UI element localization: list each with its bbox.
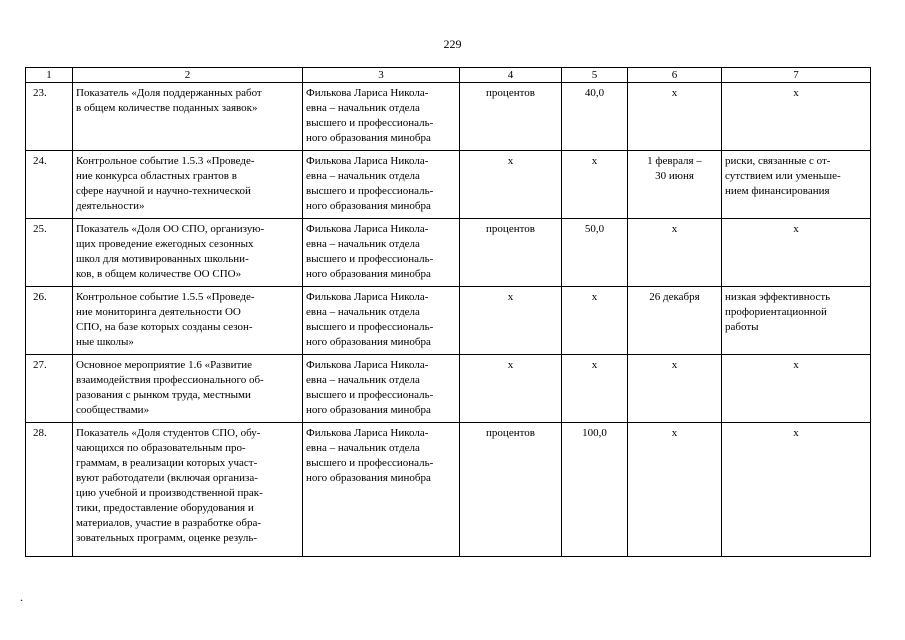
table-row <box>26 219 871 287</box>
row-value: 40,0 <box>562 83 628 151</box>
row-date: 1 февраля – 30 июня <box>628 151 722 219</box>
row-responsible: Филькова Лариса Никола- евна – начальник отдела высшего и профессиональ- ного образования минобра <box>303 151 460 219</box>
column-header: 6 <box>628 68 722 83</box>
row-responsible: Филькова Лариса Никола- евна – начальник отдела высшего и профессиональ- ного образования минобра <box>303 423 460 557</box>
column-header: 3 <box>303 68 460 83</box>
row-unit: процентов <box>460 83 562 151</box>
row-risks: х <box>722 219 871 287</box>
row-name: Показатель «Доля ОО СПО, организую- щих проведение ежегодных сезонных школ для мотивированных школьни- ков, в общем количестве ОО СПО» <box>73 219 303 287</box>
column-header: 1 <box>26 68 73 83</box>
row-risks: низкая эффективность профориентационной работы <box>722 287 871 355</box>
row-unit: х <box>460 151 562 219</box>
table-row <box>26 287 871 355</box>
page-number: 229 <box>443 37 462 51</box>
row-name: Основное мероприятие 1.6 «Развитие взаимодействия профессионального об- разования с рынком труда, местными сообществами» <box>73 355 303 423</box>
row-unit: процентов <box>460 423 562 557</box>
table-row <box>26 423 871 557</box>
table-row <box>26 151 871 219</box>
table-row <box>26 83 871 151</box>
table-row <box>26 355 871 423</box>
row-value: х <box>562 287 628 355</box>
row-date: х <box>628 83 722 151</box>
row-date: х <box>628 423 722 557</box>
column-header: 7 <box>722 68 871 83</box>
column-header: 5 <box>562 68 628 83</box>
column-number-row <box>26 68 871 83</box>
row-number: 28. <box>26 423 73 557</box>
row-name: Показатель «Доля студентов СПО, обу- чающихся по образовательным про- граммам, в реализации которых участ- вуют работодатели (включая организа- цию учебной и производственной прак- тики, предоставление оборудования и материалов, участие в разработке обра- зовательных программ, оценке резуль- <box>73 423 303 557</box>
row-risks: риски, связанные с от- сутствием или уменьше- нием финансирования <box>722 151 871 219</box>
row-value: х <box>562 355 628 423</box>
row-number: 26. <box>26 287 73 355</box>
plan-table <box>25 67 871 557</box>
row-number: 27. <box>26 355 73 423</box>
row-responsible: Филькова Лариса Никола- евна – начальник отдела высшего и профессиональ- ного образования минобра <box>303 219 460 287</box>
row-date: 26 декабря <box>628 287 722 355</box>
row-value: 100,0 <box>562 423 628 557</box>
row-responsible: Филькова Лариса Никола- евна – начальник отдела высшего и профессиональ- ного образования минобра <box>303 83 460 151</box>
row-number: 23. <box>26 83 73 151</box>
row-name: Контрольное событие 1.5.5 «Проведе- ние мониторинга деятельности ОО СПО, на базе которых созданы сезон- ные школы» <box>73 287 303 355</box>
row-risks: х <box>722 423 871 557</box>
column-header: 4 <box>460 68 562 83</box>
row-name: Контрольное событие 1.5.3 «Проведе- ние конкурса областных грантов в сфере научной и научно-технической деятельности» <box>73 151 303 219</box>
footer-dot: . <box>20 590 23 604</box>
row-date: х <box>628 219 722 287</box>
row-responsible: Филькова Лариса Никола- евна – начальник отдела высшего и профессиональ- ного образования минобра <box>303 287 460 355</box>
row-risks: х <box>722 355 871 423</box>
row-value: х <box>562 151 628 219</box>
row-risks: х <box>722 83 871 151</box>
row-date: х <box>628 355 722 423</box>
row-responsible: Филькова Лариса Никола- евна – начальник отдела высшего и профессиональ- ного образования минобра <box>303 355 460 423</box>
row-unit: процентов <box>460 219 562 287</box>
column-header: 2 <box>73 68 303 83</box>
row-name: Показатель «Доля поддержанных работ в общем количестве поданных заявок» <box>73 83 303 151</box>
row-unit: х <box>460 355 562 423</box>
row-value: 50,0 <box>562 219 628 287</box>
row-unit: х <box>460 287 562 355</box>
row-number: 25. <box>26 219 73 287</box>
row-number: 24. <box>26 151 73 219</box>
